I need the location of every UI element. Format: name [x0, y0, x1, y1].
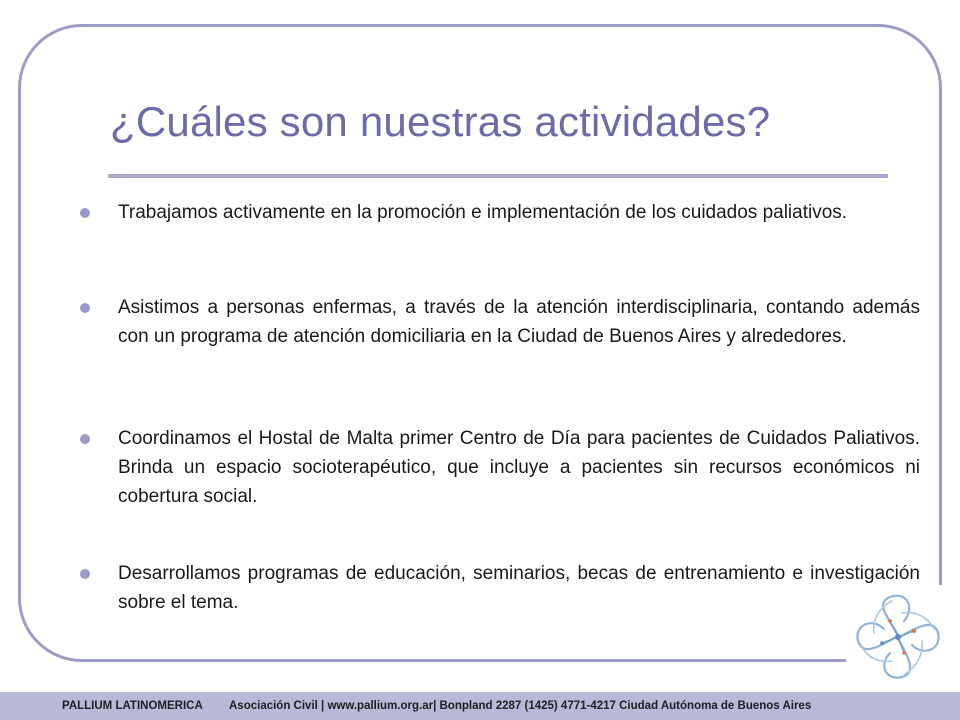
footer-contact-info: Asociación Civil | www.pallium.org.ar| Bonpland 2287 (1425) 4771-4217 Ciudad Autónoma de Buenos Aires: [229, 700, 812, 712]
footer-bar: [0, 692, 960, 720]
bullet-text: Desarrollamos programas de educación, seminarios, becas de entrenamiento e investigación sobre el tema.: [118, 563, 920, 613]
bullet-dot-icon: [80, 569, 90, 579]
bullet-text: Trabajamos activamente en la promoción e implementación de los cuidados paliativos.: [118, 202, 848, 223]
bullet-dot-icon: [80, 208, 90, 218]
bullet-item: [80, 559, 920, 617]
bullet-dot-icon: [80, 303, 90, 313]
slide-title: ¿Cuáles son nuestras actividades?: [110, 98, 771, 145]
bullet-item: [80, 293, 920, 351]
bullet-text: Coordinamos el Hostal de Malta primer Centro de Día para pacientes de Cuidados Paliativos. Brinda un espacio socioterapéutico, que incluye a pacientes sin recursos económicos ni cobertura social.: [118, 428, 920, 507]
footer-organization: PALLIUM LATINOMERICA: [62, 700, 203, 712]
bullet-text: Asistimos a personas enfermas, a través de la atención interdisciplinaria, contando además con un programa de atención domiciliaria en la Ciudad de Buenos Aires y alrededores.: [118, 297, 920, 347]
title-underline: [108, 174, 888, 178]
flower-logo-icon: [846, 585, 950, 689]
bullet-item: [80, 198, 920, 227]
bullet-item: [80, 424, 920, 511]
bullet-dot-icon: [80, 434, 90, 444]
